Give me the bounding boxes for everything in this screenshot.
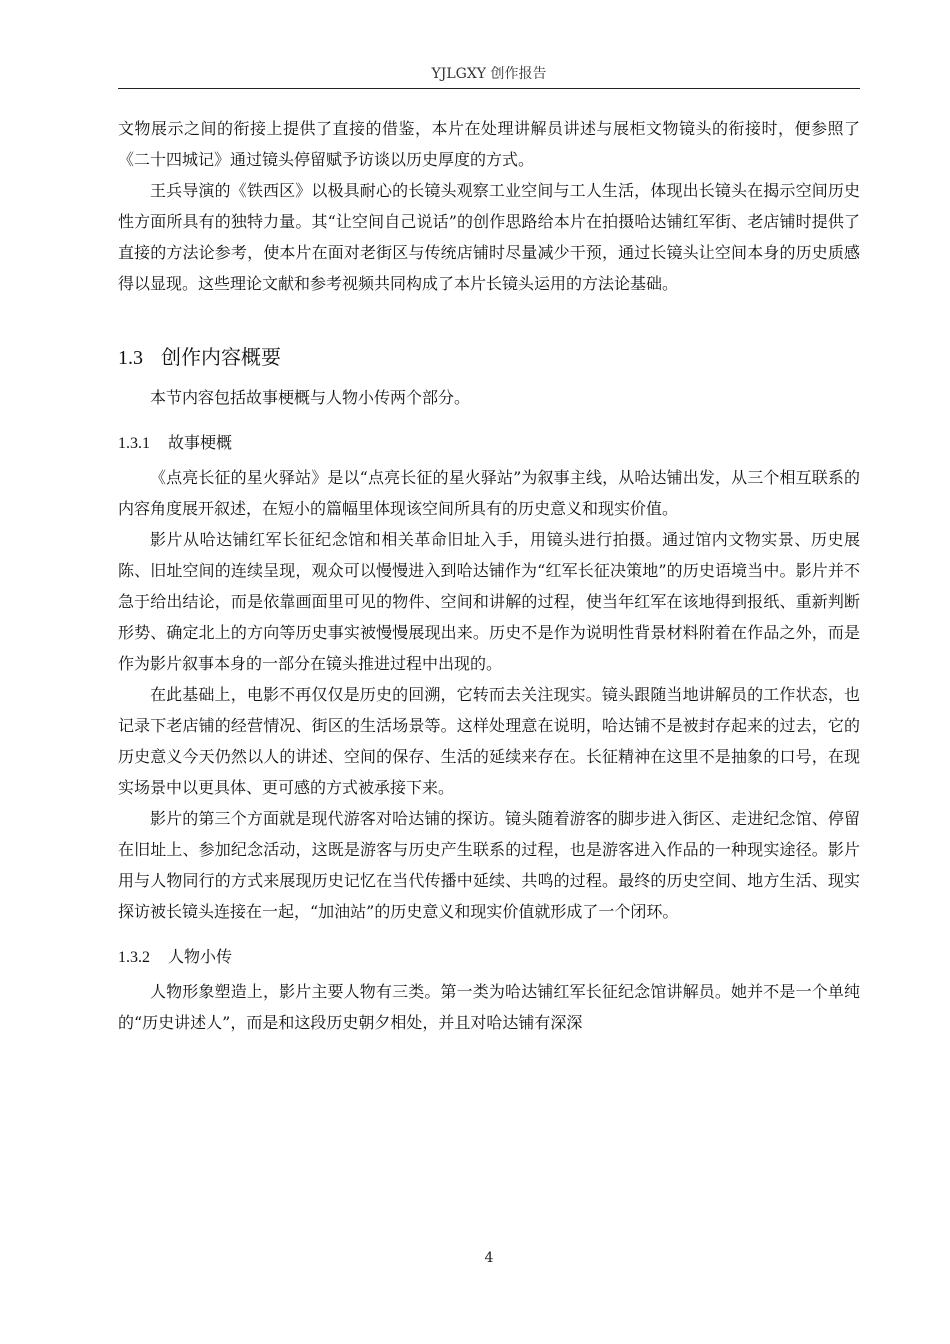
subsection-title: 人物小传 <box>168 947 233 966</box>
subsection-number: 1.3.1 <box>118 435 150 452</box>
section-heading-1-3 <box>118 343 860 372</box>
section-intro: 本节内容包括故事梗概与人物小传两个部分。 <box>150 388 471 407</box>
subsection-heading-1-3-1 <box>118 429 860 458</box>
synopsis-paragraph-1: 《点亮长征的星火驿站》是以“点亮长征的星火驿站”为叙事主线，从哈达铺出发，从三个相互联系的内容角度展开叙述，在短小的篇幅里体现该空间所具有的历史意义和现实价值。 <box>118 468 860 518</box>
section-number: 1.3 <box>118 347 143 369</box>
running-header: YJLGXY 创作报告 <box>431 66 547 82</box>
character-paragraph-1: 人物形象塑造上，影片主要人物有三类。第一类为哈达铺红军长征纪念馆讲解员。她并不是一个单纯的“历史讲述人”，而是和这段历史朝夕相处，并且对哈达铺有深深 <box>118 982 860 1032</box>
synopsis-paragraph-3: 在此基础上，电影不再仅仅是历史的回溯，它转而去关注现实。镜头跟随当地讲解员的工作状态，也记录下老店铺的经营情况、街区的生活场景等。这样处理意在说明，哈达铺不是被封存起来的过去，它的历史意义今天仍然以人的讲述、空间的保存、生活的延续来存在。长征精神在这里不是抽象的口号，在现实场景中以更具体、更可感的方式被承接下来。 <box>118 685 860 797</box>
subsection-title: 故事梗概 <box>168 433 233 452</box>
subsection-number: 1.3.2 <box>118 949 150 966</box>
synopsis-paragraph-4: 影片的第三个方面就是现代游客对哈达铺的探访。镜头随着游客的脚步进入街区、走进纪念馆、停留在旧址上、参加纪念活动，这既是游客与历史产生联系的过程，也是游客进入作品的一种现实途径。影片用与人物同行的方式来展现历史记忆在当代传播中延续、共鸣的过程。最终的历史空间、地方生活、现实探访被长镜头连接在一起，“加油站”的历史意义和现实价值就形成了一个闭环。 <box>118 809 860 921</box>
paragraph-continued: 文物展示之间的衔接上提供了直接的借鉴，本片在处理讲解员讲述与展柜文物镜头的衔接时，便参照了《二十四城记》通过镜头停留赋予访谈以历史厚度的方式。 <box>118 119 860 169</box>
header-rule <box>118 88 860 89</box>
section-title: 创作内容概要 <box>161 345 281 369</box>
paragraph-tiexiqu: 王兵导演的《铁西区》以极具耐心的长镜头观察工业空间与工人生活，体现出长镜头在揭示空间历史性方面所具有的独特力量。其“让空间自己说话”的创作思路给本片在拍摄哈达铺红军街、老店铺时提供了直接的方法论参考，使本片在面对老街区与传统店铺时尽量减少干预，通过长镜头让空间本身的历史质感得以显现。这些理论文献和参考视频共同构成了本片长镜头运用的方法论基础。 <box>118 181 860 293</box>
page-content <box>118 113 860 1038</box>
subsection-heading-1-3-2 <box>118 943 860 972</box>
page-number: 4 <box>484 1250 494 1266</box>
synopsis-paragraph-2: 影片从哈达铺红军长征纪念馆和相关革命旧址入手，用镜头进行拍摄。通过馆内文物实景、历史展陈、旧址空间的连续呈现，观众可以慢慢进入到哈达铺作为“红军长征决策地”的历史语境当中。影片并不急于给出结论，而是依靠画面里可见的物件、空间和讲解的过程，使当年红军在该地得到报纸、重新判断形势、确定北上的方向等历史事实被慢慢展现出来。历史不是作为说明性背景材料附着在作品之外，而是作为影片叙事本身的一部分在镜头推进过程中出现的。 <box>118 530 860 673</box>
